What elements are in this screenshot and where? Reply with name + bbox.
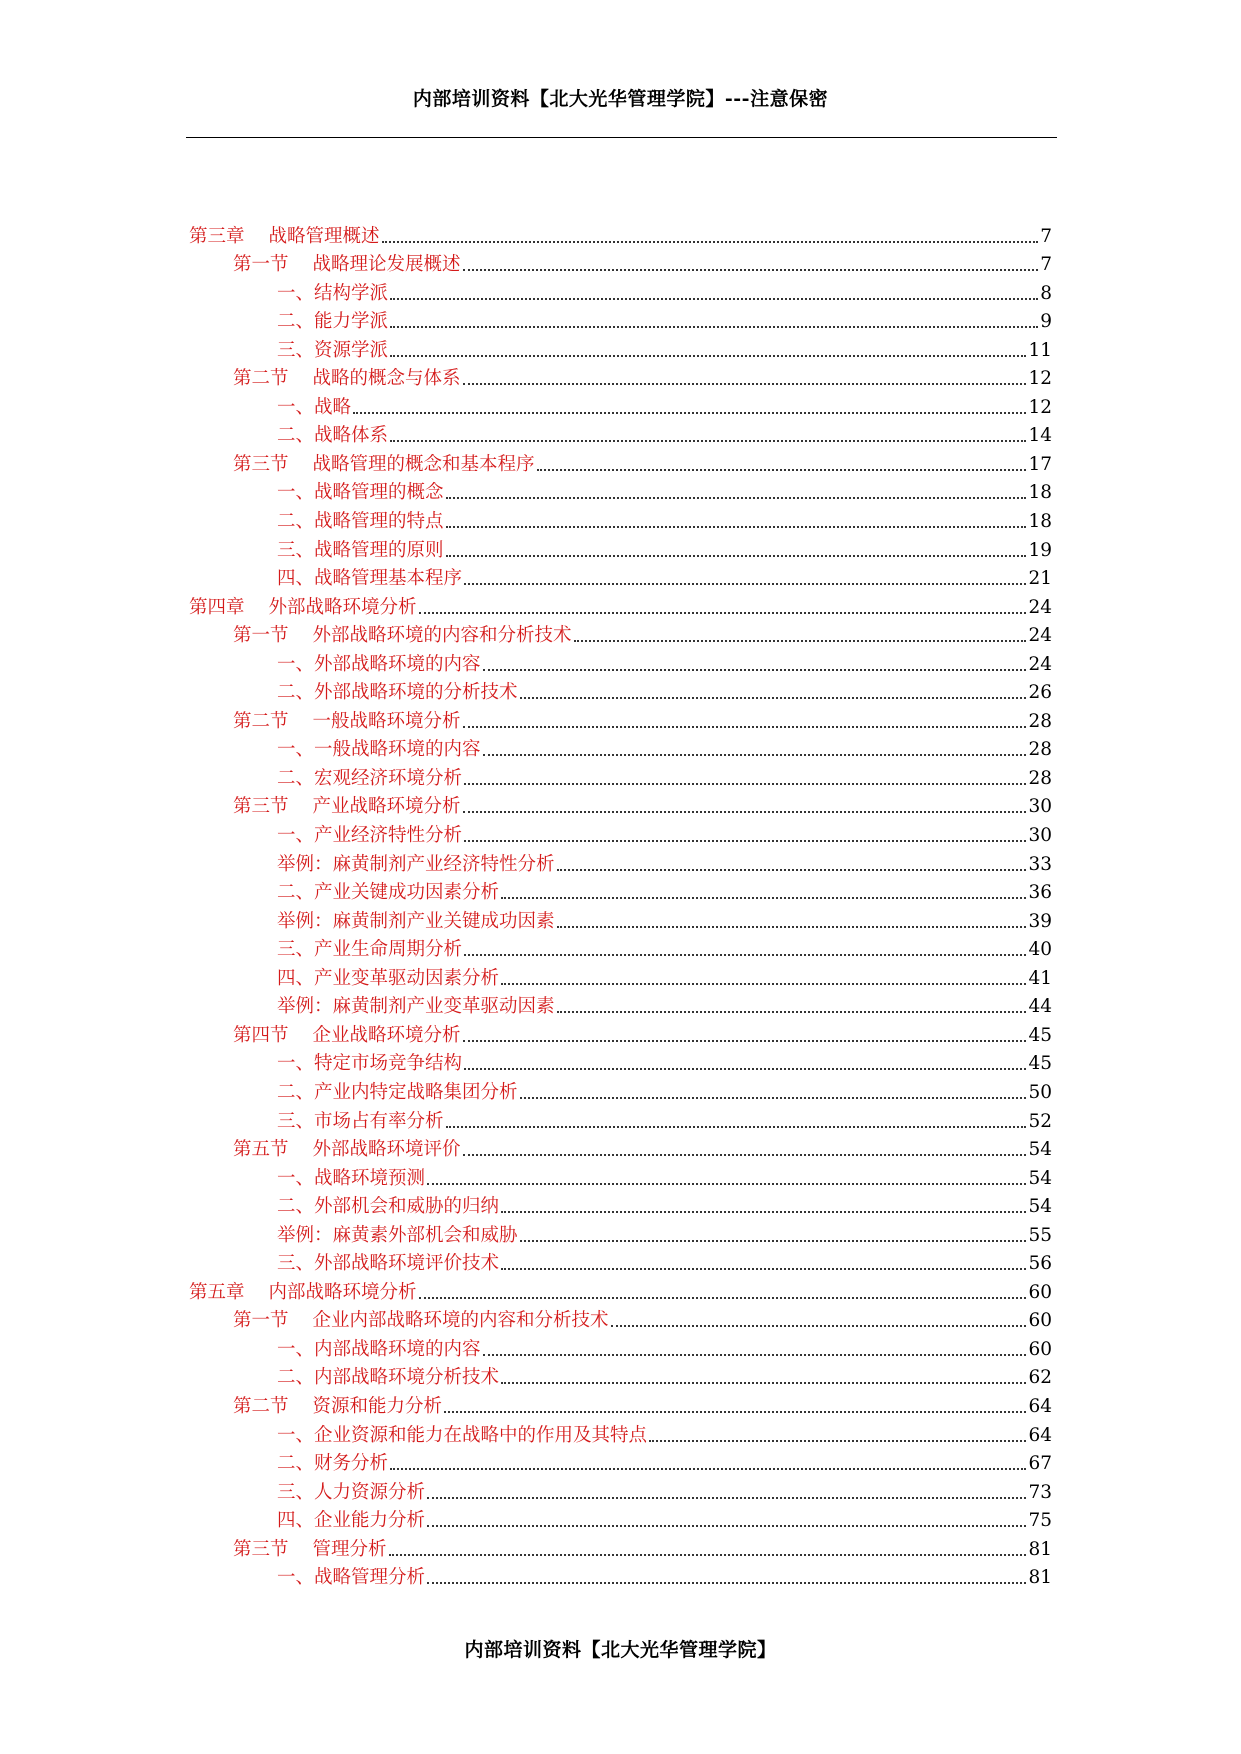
toc-dot-leader [427,1525,1026,1527]
toc-dot-leader [557,926,1027,928]
toc-dot-leader [390,355,1026,357]
toc-page-number: 60 [1028,1338,1052,1360]
toc-entry-label[interactable] [277,1111,444,1133]
toc-dot-leader [483,669,1027,671]
toc-entry-label[interactable] [277,654,481,676]
toc-entry-label[interactable] [277,1168,425,1190]
toc-dot-leader [520,1097,1027,1099]
toc-dot-leader [483,754,1027,756]
toc-page-number: 28 [1028,767,1052,789]
toc-page-number: 30 [1028,825,1052,847]
toc-dot-leader [501,983,1026,985]
toc-entry-label[interactable] [277,1567,425,1589]
toc-entry-title: 结构学派 [314,282,389,304]
toc-subsection-entry[interactable] [189,1475,1052,1504]
toc-dot-leader [427,1497,1026,1499]
toc-dot-leader [427,1582,1026,1584]
toc-entry-prefix: 四、 [277,568,315,590]
toc-entry-prefix: 第三节 [233,1538,289,1560]
toc-page-number: 60 [1028,1281,1052,1303]
toc-dot-leader [649,1440,1026,1442]
toc-subsection-entry[interactable] [189,1247,1052,1276]
toc-section-entry[interactable] [189,1133,1052,1162]
toc-entry-title: 麻黄制剂产业变革驱动因素 [332,996,555,1018]
toc-entry-prefix: 一、 [277,1338,315,1360]
toc-entry-label[interactable] [277,311,388,333]
toc-dot-leader [390,326,1038,328]
toc-entry-title: 人力资源分析 [314,1481,426,1503]
toc-entry-label[interactable] [277,911,555,933]
toc-entry-title: 外部战略环境的内容 [314,653,481,675]
toc-dot-leader [501,1268,1026,1270]
toc-entry-label[interactable] [277,1082,518,1104]
toc-entry-title: 产业战略环境分析 [312,796,461,818]
toc-entry-prefix: 二、 [277,1196,315,1218]
toc-entry-label[interactable] [277,283,388,305]
toc-subsection-entry[interactable] [189,647,1052,676]
toc-entry-prefix: 三、 [277,1110,315,1132]
toc-dot-leader [464,954,1026,956]
toc-section-entry[interactable] [189,704,1052,733]
toc-entry-prefix: 第三章 [189,225,245,247]
toc-dot-leader [463,383,1027,385]
toc-entry-prefix: 二、 [277,1453,315,1475]
toc-entry-title: 产业经济特性分析 [314,825,463,847]
toc-entry-title: 外部机会和威胁的归纳 [314,1196,500,1218]
toc-dot-leader [463,811,1027,813]
toc-entry-prefix: 举例： [277,1224,333,1246]
toc-entry-label[interactable] [189,597,417,619]
toc-subsection-entry[interactable] [189,1218,1052,1247]
toc-entry-prefix: 一、 [277,282,315,304]
toc-entry-prefix: 一、 [277,482,315,504]
toc-entry-prefix: 第一节 [233,1310,289,1332]
toc-entry-title: 一般战略环境的内容 [314,739,481,761]
toc-entry-title: 企业能力分析 [314,1510,426,1532]
toc-page-number: 40 [1028,939,1052,961]
toc-subsection-entry[interactable] [189,1561,1052,1590]
toc-entry-label[interactable] [277,854,555,876]
toc-entry-title: 外部战略环境评价 [312,1139,461,1161]
toc-dot-leader [390,1468,1026,1470]
toc-section-entry[interactable] [189,447,1052,476]
toc-section-entry[interactable] [189,248,1052,277]
toc-page-number: 28 [1028,739,1052,761]
toc-entry-prefix: 举例： [277,996,333,1018]
toc-page-number: 67 [1028,1453,1052,1475]
toc-page-number: 54 [1028,1196,1052,1218]
toc-entry-label[interactable] [277,882,499,904]
page-header: 内部培训资料【北大光华管理学院】---注意保密 [412,88,829,110]
toc-entry-prefix: 二、 [277,1081,315,1103]
toc-entry-prefix: 第三节 [233,453,289,475]
toc-entry-label[interactable] [277,511,444,533]
toc-subsection-entry[interactable] [189,1504,1052,1533]
toc-page-number: 45 [1028,1053,1052,1075]
toc-page-number: 64 [1028,1395,1052,1417]
toc-entry-label[interactable] [277,739,481,761]
toc-subsection-entry[interactable] [189,276,1052,305]
toc-page-number: 24 [1028,653,1052,675]
toc-page-number: 19 [1028,539,1052,561]
toc-entry-title: 宏观经济环境分析 [314,767,463,789]
table-of-contents [189,219,1052,1589]
toc-dot-leader [463,1040,1027,1042]
toc-entry-title: 产业关键成功因素分析 [314,882,500,904]
toc-page-number: 28 [1028,710,1052,732]
toc-entry-label[interactable] [277,540,444,562]
toc-entry-title: 战略理论发展概述 [312,254,461,276]
toc-entry-label[interactable] [233,368,461,390]
toc-subsection-entry[interactable] [189,504,1052,533]
toc-entry-label[interactable] [277,996,555,1018]
toc-entry-prefix: 二、 [277,767,315,789]
toc-subsection-entry[interactable] [189,733,1052,762]
toc-entry-title: 战略 [314,396,352,418]
toc-section-entry[interactable] [189,362,1052,391]
toc-page-number: 17 [1028,453,1052,475]
toc-section-entry[interactable] [189,790,1052,819]
toc-entry-prefix: 三、 [277,539,315,561]
toc-page-number: 26 [1028,682,1052,704]
toc-subsection-entry[interactable] [189,1361,1052,1390]
toc-subsection-entry[interactable] [189,933,1052,962]
toc-entry-label[interactable] [277,397,351,419]
toc-entry-prefix: 一、 [277,1167,315,1189]
toc-dot-leader [464,583,1026,585]
toc-entry-prefix: 第三节 [233,796,289,818]
toc-entry-label[interactable] [233,254,461,276]
toc-entry-label[interactable] [277,1367,499,1389]
toc-dot-leader [557,1011,1027,1013]
toc-entry-label[interactable] [277,1253,499,1275]
toc-subsection-entry[interactable] [189,761,1052,790]
page-footer: 内部培训资料【北大光华管理学院】 [464,1639,777,1661]
toc-entry-prefix: 二、 [277,511,315,533]
toc-dot-leader [427,1183,1026,1185]
toc-entry-prefix: 三、 [277,1481,315,1503]
toc-entry-prefix: 一、 [277,825,315,847]
toc-subsection-entry[interactable] [189,847,1052,876]
toc-entry-prefix: 四、 [277,967,315,989]
toc-entry-title: 企业内部战略环境的内容和分析技术 [312,1310,609,1332]
toc-entry-prefix: 一、 [277,1053,315,1075]
toc-subsection-entry[interactable] [189,1190,1052,1219]
toc-page-number: 12 [1028,368,1052,390]
toc-dot-leader [464,840,1026,842]
toc-page-number: 33 [1028,853,1052,875]
toc-entry-label[interactable] [233,1310,609,1332]
toc-dot-leader [463,269,1039,271]
toc-entry-title: 战略管理概述 [268,225,380,247]
toc-entry-prefix: 举例： [277,853,333,875]
header-divider [186,137,1057,138]
toc-dot-leader [463,1154,1027,1156]
toc-entry-label[interactable] [233,711,461,733]
toc-page-number: 39 [1028,910,1052,932]
toc-subsection-entry[interactable] [189,1104,1052,1133]
toc-subsection-entry[interactable] [189,1047,1052,1076]
toc-page-number: 60 [1028,1310,1052,1332]
toc-entry-label[interactable] [277,968,499,990]
toc-dot-leader [557,869,1027,871]
toc-entry-title: 一般战略环境分析 [312,710,461,732]
toc-dot-leader [382,241,1039,243]
toc-entry-title: 战略环境预测 [314,1167,426,1189]
toc-entry-title: 战略体系 [314,425,389,447]
toc-entry-prefix: 二、 [277,682,315,704]
toc-entry-prefix: 一、 [277,739,315,761]
toc-page-number: 44 [1028,996,1052,1018]
toc-page-number: 73 [1028,1481,1052,1503]
toc-entry-label[interactable] [277,825,462,847]
toc-entry-prefix: 第四节 [233,1024,289,1046]
toc-entry-prefix: 举例： [277,910,333,932]
toc-page-number: 41 [1028,967,1052,989]
toc-page-number: 64 [1028,1424,1052,1446]
toc-dot-leader [464,1068,1026,1070]
toc-section-entry[interactable] [189,1389,1052,1418]
toc-entry-prefix: 第二节 [233,1395,289,1417]
toc-entry-prefix: 二、 [277,882,315,904]
toc-entry-title: 战略管理的概念和基本程序 [312,453,535,475]
toc-subsection-entry[interactable] [189,990,1052,1019]
toc-page-number: 18 [1028,511,1052,533]
toc-entry-prefix: 第一节 [233,254,289,276]
toc-page-number: 81 [1028,1538,1052,1560]
toc-dot-leader [520,697,1027,699]
toc-page-number: 7 [1040,254,1052,276]
toc-subsection-entry[interactable] [189,1418,1052,1447]
toc-entry-prefix: 第一节 [233,625,289,647]
toc-entry-title: 战略管理的特点 [314,511,444,533]
toc-entry-title: 产业生命周期分析 [314,939,463,961]
toc-entry-title: 战略管理的概念 [314,482,444,504]
toc-page-number: 14 [1028,425,1052,447]
toc-entry-title: 资源和能力分析 [312,1395,443,1417]
toc-section-entry[interactable] [189,1532,1052,1561]
toc-entry-prefix: 四、 [277,1510,315,1532]
toc-page-number: 21 [1028,568,1052,590]
toc-entry-title: 产业内特定战略集团分析 [314,1081,518,1103]
toc-entry-label[interactable] [233,1396,442,1418]
toc-dot-leader [501,1382,1026,1384]
toc-entry-title: 管理分析 [312,1538,387,1560]
toc-entry-label[interactable] [277,1196,499,1218]
toc-page-number: 24 [1028,596,1052,618]
toc-page-number: 75 [1028,1510,1052,1532]
toc-entry-title: 产业变革驱动因素分析 [314,967,500,989]
toc-dot-leader [446,497,1027,499]
toc-entry-title: 能力学派 [314,311,389,333]
toc-entry-label[interactable] [277,939,462,961]
toc-entry-label[interactable] [233,625,572,647]
toc-entry-prefix: 二、 [277,425,315,447]
toc-page-number: 56 [1028,1253,1052,1275]
toc-subsection-entry[interactable] [189,562,1052,591]
toc-dot-leader [353,412,1026,414]
toc-entry-prefix: 第四章 [189,596,245,618]
toc-entry-title: 企业资源和能力在战略中的作用及其特点 [314,1424,648,1446]
toc-subsection-entry[interactable] [189,1332,1052,1361]
toc-dot-leader [419,612,1027,614]
toc-dot-leader [446,555,1027,557]
toc-entry-prefix: 三、 [277,1253,315,1275]
toc-entry-title: 财务分析 [314,1453,389,1475]
toc-dot-leader [537,469,1027,471]
toc-page-number: 55 [1028,1224,1052,1246]
toc-section-entry[interactable] [189,619,1052,648]
toc-page-number: 12 [1028,396,1052,418]
toc-dot-leader [390,298,1038,300]
toc-page-number: 81 [1028,1567,1052,1589]
toc-entry-prefix: 第二节 [233,368,289,390]
toc-dot-leader [419,1297,1027,1299]
toc-subsection-entry[interactable] [189,818,1052,847]
toc-chapter-entry[interactable] [189,590,1052,619]
toc-entry-label[interactable] [277,682,518,704]
toc-entry-label[interactable] [233,1139,461,1161]
toc-entry-title: 特定市场竞争结构 [314,1053,463,1075]
toc-entry-label[interactable] [277,425,388,447]
toc-subsection-entry[interactable] [189,476,1052,505]
toc-entry-label[interactable] [189,226,380,248]
toc-page-number: 30 [1028,796,1052,818]
toc-dot-leader [446,526,1027,528]
toc-chapter-entry[interactable] [189,1275,1052,1304]
toc-entry-title: 资源学派 [314,339,389,361]
toc-subsection-entry[interactable] [189,904,1052,933]
toc-entry-label[interactable] [233,1025,461,1047]
toc-dot-leader [446,1126,1027,1128]
toc-entry-prefix: 第二节 [233,710,289,732]
toc-page-number: 54 [1028,1139,1052,1161]
toc-subsection-entry[interactable] [189,876,1052,905]
toc-subsection-entry[interactable] [189,333,1052,362]
toc-entry-prefix: 一、 [277,653,315,675]
toc-entry-prefix: 三、 [277,339,315,361]
toc-dot-leader [389,1554,1027,1556]
toc-entry-title: 麻黄制剂产业关键成功因素 [332,910,555,932]
toc-entry-label[interactable] [189,1282,417,1304]
toc-entry-title: 内部战略环境的内容 [314,1338,481,1360]
toc-page-number: 36 [1028,882,1052,904]
toc-dot-leader [483,1354,1027,1356]
toc-entry-title: 内部战略环境分析技术 [314,1367,500,1389]
toc-entry-label[interactable] [277,1510,425,1532]
toc-dot-leader [501,897,1026,899]
toc-dot-leader [520,1240,1027,1242]
toc-subsection-entry[interactable] [189,676,1052,705]
toc-entry-label[interactable] [233,796,461,818]
toc-entry-prefix: 二、 [277,1367,315,1389]
toc-entry-label[interactable] [277,340,388,362]
toc-page-number: 11 [1028,339,1052,361]
toc-subsection-entry[interactable] [189,1161,1052,1190]
toc-page-number: 8 [1040,282,1052,304]
toc-entry-title: 麻黄素外部机会和威胁 [332,1224,518,1246]
toc-entry-prefix: 三、 [277,939,315,961]
toc-entry-prefix: 第五章 [189,1281,245,1303]
toc-entry-label[interactable] [277,1225,518,1247]
toc-dot-leader [463,726,1027,728]
toc-entry-prefix: 一、 [277,396,315,418]
toc-dot-leader [501,1211,1026,1213]
toc-entry-label[interactable] [277,568,462,590]
toc-entry-label[interactable] [233,454,535,476]
toc-entry-title: 麻黄制剂产业经济特性分析 [332,853,555,875]
toc-subsection-entry[interactable] [189,1447,1052,1476]
toc-entry-label[interactable] [277,1339,481,1361]
toc-subsection-entry[interactable] [189,1075,1052,1104]
toc-entry-label[interactable] [277,1453,388,1475]
toc-entry-label[interactable] [277,1053,462,1075]
toc-entry-label[interactable] [277,768,462,790]
toc-entry-title: 战略管理的原则 [314,539,444,561]
toc-dot-leader [574,640,1027,642]
toc-page-number: 50 [1028,1081,1052,1103]
toc-entry-title: 市场占有率分析 [314,1110,444,1132]
toc-entry-prefix: 一、 [277,1567,315,1589]
toc-entry-title: 外部战略环境分析 [268,596,417,618]
toc-chapter-entry[interactable] [189,219,1052,248]
toc-entry-prefix: 一、 [277,1424,315,1446]
toc-section-entry[interactable] [189,1304,1052,1333]
toc-entry-title: 内部战略环境分析 [268,1281,417,1303]
toc-entry-label[interactable] [277,482,444,504]
toc-dot-leader [464,783,1026,785]
toc-page-number: 24 [1028,625,1052,647]
toc-entry-title: 外部战略环境评价技术 [314,1253,500,1275]
toc-entry-prefix: 第五节 [233,1139,289,1161]
toc-subsection-entry[interactable] [189,390,1052,419]
toc-subsection-entry[interactable] [189,305,1052,334]
toc-page-number: 9 [1040,311,1052,333]
toc-page-number: 7 [1040,225,1052,247]
toc-subsection-entry[interactable] [189,533,1052,562]
toc-entry-title: 战略管理分析 [314,1567,426,1589]
toc-section-entry[interactable] [189,1018,1052,1047]
toc-entry-title: 战略管理基本程序 [314,568,463,590]
toc-dot-leader [390,440,1026,442]
toc-entry-label[interactable] [277,1482,425,1504]
toc-dot-leader [444,1411,1026,1413]
toc-entry-label[interactable] [233,1539,387,1561]
toc-subsection-entry[interactable] [189,419,1052,448]
toc-entry-label[interactable] [277,1425,647,1447]
toc-page-number: 54 [1028,1167,1052,1189]
toc-subsection-entry[interactable] [189,961,1052,990]
toc-entry-title: 战略的概念与体系 [312,368,461,390]
toc-entry-title: 企业战略环境分析 [312,1024,461,1046]
toc-entry-prefix: 二、 [277,311,315,333]
toc-entry-title: 外部战略环境的分析技术 [314,682,518,704]
toc-page-number: 18 [1028,482,1052,504]
toc-dot-leader [611,1325,1027,1327]
toc-page-number: 52 [1028,1110,1052,1132]
toc-page-number: 62 [1028,1367,1052,1389]
toc-entry-title: 外部战略环境的内容和分析技术 [312,625,572,647]
toc-page-number: 45 [1028,1024,1052,1046]
